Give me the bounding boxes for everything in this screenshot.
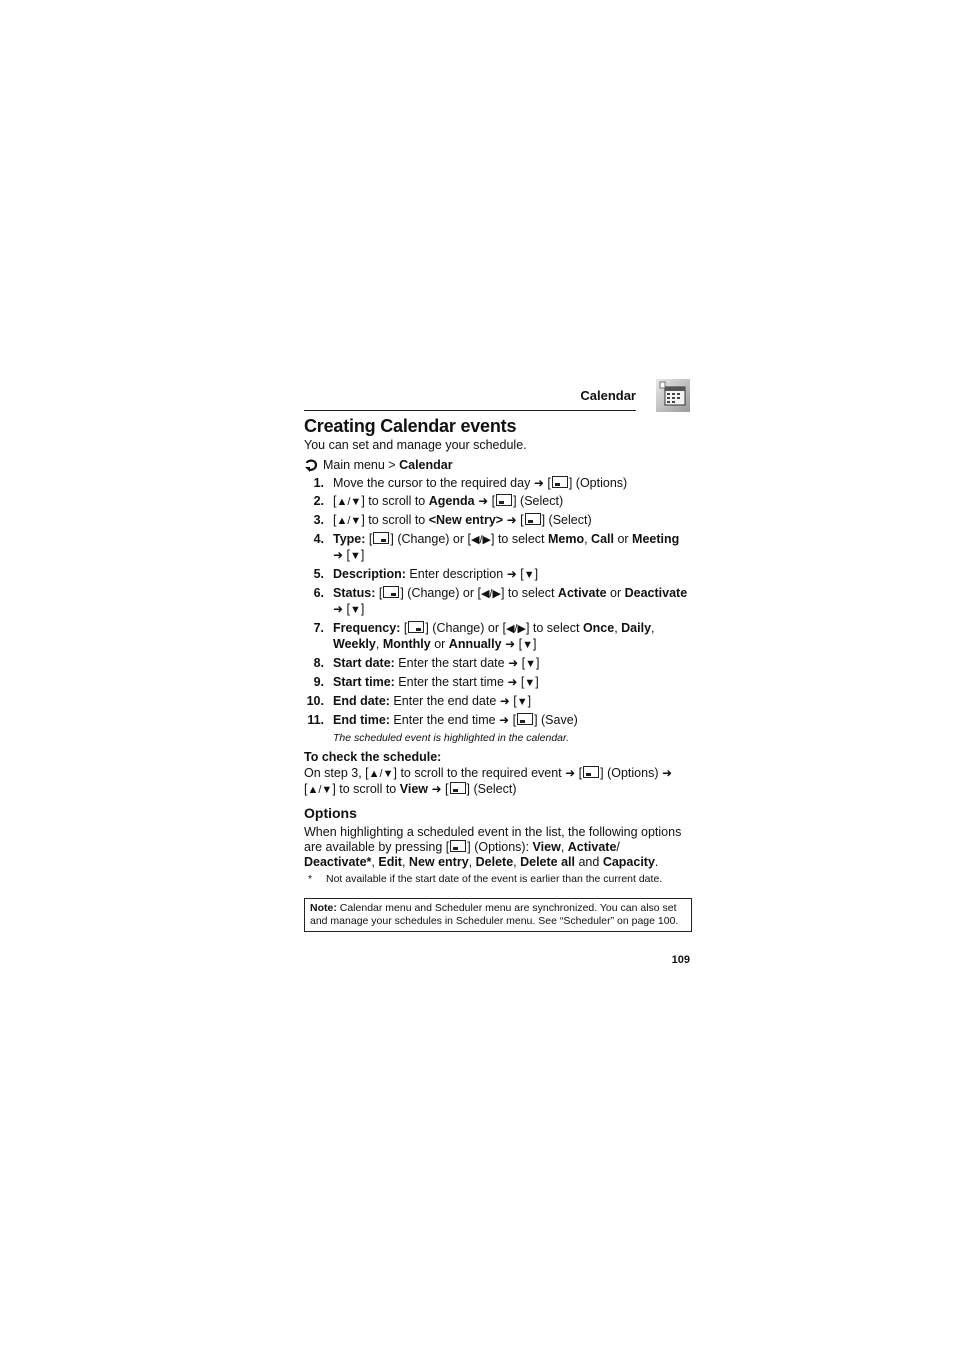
step-bold: Memo	[547, 532, 585, 546]
step-text: Enter the start date	[394, 656, 509, 670]
step-text: to select	[504, 586, 558, 600]
options-text-part: (Options):	[470, 840, 533, 854]
option-item: New entry	[408, 855, 469, 869]
arrow-right-icon: ➜	[506, 567, 517, 581]
arrow-right-icon: ➜	[431, 782, 442, 796]
left-softkey-icon	[525, 513, 541, 525]
left-softkey-icon	[450, 782, 466, 794]
option-item: View	[532, 840, 561, 854]
menu-path	[304, 458, 692, 473]
arrow-right-icon: ➜	[533, 476, 544, 490]
calendar-icon	[656, 379, 690, 412]
check-text: On step 3,	[304, 766, 366, 780]
down-key-icon: ▼	[516, 696, 528, 708]
left-right-key-icon: ◀/▶	[505, 623, 526, 635]
arrow-right-icon: ➜	[661, 766, 673, 780]
options-text-part: When highlighting a scheduled event in the list, the following options are available by pressing	[304, 825, 682, 854]
footnote-mark: *	[308, 873, 313, 885]
left-right-key-icon: ◀/▶	[480, 588, 501, 600]
note-label: Note:	[310, 902, 337, 914]
arrow-right-icon: ➜	[507, 675, 518, 689]
step-text: to scroll to	[364, 513, 429, 527]
step-number: 7.	[313, 621, 324, 635]
list-item: 6. Status: [ ] (Change) or [◀/▶] to select Activate or Deactivate ➜ [▼]	[304, 586, 692, 618]
option-item: Capacity	[602, 855, 655, 869]
menu-path-prefix: Main menu >	[323, 458, 396, 472]
step-number: 4.	[313, 532, 324, 546]
step-number: 10.	[306, 694, 324, 708]
step-number: 2.	[313, 494, 324, 508]
right-softkey-icon	[408, 621, 424, 633]
arrow-right-icon: ➜	[333, 602, 344, 616]
step-label: End date:	[333, 694, 390, 708]
option-item: Deactivate*	[304, 855, 372, 869]
check-schedule-title: To check the schedule:	[304, 750, 442, 764]
note-box	[304, 898, 692, 932]
section-title: Calendar	[580, 388, 636, 403]
note-text: Calendar menu and Scheduler menu are synchronized. You can also set and manage your schedules in Scheduler menu. See “Scheduler” on page 100.	[310, 902, 679, 927]
left-softkey-icon	[552, 476, 568, 488]
left-softkey-icon	[496, 494, 512, 506]
left-softkey-icon	[517, 713, 533, 725]
list-item: 11. End time: Enter the end time ➜ [ ] (Save)	[304, 713, 692, 728]
down-key-icon: ▼	[524, 677, 536, 689]
up-down-key-icon: ▲/▼	[336, 515, 362, 527]
option-item: Edit	[378, 855, 402, 869]
header-divider	[304, 410, 636, 411]
down-key-icon: ▼	[525, 658, 536, 670]
arrow-right-icon: ➜	[478, 494, 489, 508]
step-bold: Once	[582, 621, 615, 635]
up-down-key-icon: ▲/▼	[336, 496, 362, 508]
step-text: ,	[584, 532, 592, 546]
step-number: 1.	[313, 476, 324, 490]
list-item: 7. Frequency: [ ] (Change) or [◀/▶] to select Once, Daily, Weekly, Monthly or Annually ➜ [▼]	[304, 621, 692, 653]
option-item: Activate	[567, 840, 617, 854]
arrow-right-icon: ➜	[499, 713, 510, 727]
down-key-icon: ▼	[350, 604, 361, 616]
option-item: Delete	[475, 855, 514, 869]
step-label: Frequency:	[333, 621, 401, 635]
list-item: 8. Start date: Enter the start date ➜ [▼]	[304, 656, 692, 672]
arrow-right-icon: ➜	[508, 656, 519, 670]
step-label: Start time:	[333, 675, 395, 689]
step-text: or	[430, 637, 449, 651]
list-item: 1. Move the cursor to the required day ➜ [ ] (Options)	[304, 476, 692, 491]
step-label: End time:	[333, 713, 390, 727]
up-down-key-icon: ▲/▼	[368, 768, 394, 780]
menu-path-item: Calendar	[399, 458, 453, 472]
step-label: Type:	[333, 532, 366, 546]
step-bold: Agenda	[428, 494, 475, 508]
left-softkey-icon	[450, 840, 466, 852]
footnote-text: Not available if the start date of the event is earlier than the current date.	[326, 873, 663, 885]
step-text: Enter the start time	[394, 675, 508, 689]
step-text: ,	[614, 621, 622, 635]
check-text: (Options)	[603, 766, 662, 780]
menu-arrow-icon	[304, 458, 319, 473]
step-number: 9.	[313, 675, 324, 689]
page-content	[304, 414, 692, 932]
check-schedule-text: On step 3, [▲/▼] to scroll to the required event ➜ [ ] (Options) ➜ [▲/▼] to scroll to View ➜ [ ] (Select)	[304, 766, 673, 796]
list-item: 9. Start time: Enter the start time ➜ [▼]	[304, 675, 692, 691]
footnote	[304, 872, 692, 887]
right-softkey-icon	[373, 532, 389, 544]
page-title: Creating Calendar events	[304, 416, 517, 436]
step-bold: Meeting	[632, 532, 680, 546]
step-bold: Daily	[621, 621, 652, 635]
check-text: (Select)	[469, 782, 517, 796]
step-bold: Deactivate	[624, 586, 688, 600]
step-bold: Weekly	[333, 637, 376, 651]
list-item: 4. Type: [ ] (Change) or [◀/▶] to select Memo, Call or Meeting ➜ [▼]	[304, 532, 692, 564]
step-text: to select	[494, 532, 548, 546]
step-bold: Activate	[557, 586, 607, 600]
step-label: Description:	[333, 567, 406, 581]
left-softkey-icon	[583, 766, 599, 778]
list-item: 2. [▲/▼] to scroll to Agenda ➜ [ ] (Select)	[304, 494, 692, 510]
step-label: Status:	[333, 586, 376, 600]
step-number: 11.	[307, 713, 324, 727]
step-text: to scroll to	[364, 494, 429, 508]
options-text-part: and	[575, 855, 603, 869]
list-item: 3. [▲/▼] to scroll to <New entry> ➜ [ ] (Select)	[304, 513, 692, 529]
up-down-key-icon: ▲/▼	[307, 784, 333, 796]
list-item: 10. End date: Enter the end date ➜ [▼]	[304, 694, 692, 710]
step-text: (Change) or	[393, 532, 468, 546]
intro-text: You can set and manage your schedule.	[304, 438, 527, 452]
step-number: 8.	[313, 656, 324, 670]
step-text: Enter the end date	[389, 694, 500, 708]
check-text: to scroll to	[335, 782, 400, 796]
check-text: to scroll to the required event	[396, 766, 566, 780]
step-text: Move the cursor to the required day	[333, 476, 534, 490]
step-text: (Save)	[537, 713, 578, 727]
step-number: 5.	[313, 567, 324, 581]
step-text: ,	[651, 621, 655, 635]
step-text: Enter the end time	[389, 713, 500, 727]
step-bold: Call	[591, 532, 614, 546]
down-key-icon: ▼	[522, 639, 533, 651]
page-number: 109	[671, 954, 690, 966]
step-label: Start date:	[333, 656, 395, 670]
right-softkey-icon	[383, 586, 399, 598]
step-bold: Monthly	[382, 637, 431, 651]
arrow-right-icon: ➜	[333, 548, 344, 562]
options-heading: Options	[304, 805, 357, 821]
list-item: 5. Description: Enter description ➜ [▼]	[304, 567, 692, 583]
left-right-key-icon: ◀/▶	[471, 534, 491, 546]
options-text: When highlighting a scheduled event in the list, the following options are available by pressing [ ] (Options): View, Activate/ Deactivate*, Edit, New entry, Delete, Delete all and Capacity.	[304, 825, 682, 869]
step-text: or	[613, 532, 633, 546]
step-bold: Annually	[448, 637, 502, 651]
step-text: (Select)	[545, 513, 592, 527]
check-bold: View	[399, 782, 428, 796]
down-key-icon: ▼	[350, 550, 361, 562]
arrow-right-icon: ➜	[499, 694, 510, 708]
arrow-right-icon: ➜	[506, 513, 517, 527]
step-text: (Options)	[572, 476, 628, 490]
step-bold: <New entry>	[428, 513, 504, 527]
arrow-right-icon: ➜	[565, 766, 576, 780]
arrow-right-icon: ➜	[505, 637, 516, 651]
step-text: Enter description	[405, 567, 507, 581]
result-note: The scheduled event is highlighted in the calendar.	[333, 732, 570, 744]
down-key-icon: ▼	[523, 569, 535, 581]
step-text: to select	[529, 621, 583, 635]
step-text: ,	[375, 637, 383, 651]
step-text: or	[606, 586, 625, 600]
option-item: Delete all	[520, 855, 575, 869]
step-text: (Change) or	[403, 586, 478, 600]
step-text: (Change) or	[428, 621, 503, 635]
step-text: (Select)	[516, 494, 564, 508]
steps-list	[304, 476, 692, 728]
step-number: 6.	[313, 586, 324, 600]
step-number: 3.	[313, 513, 324, 527]
